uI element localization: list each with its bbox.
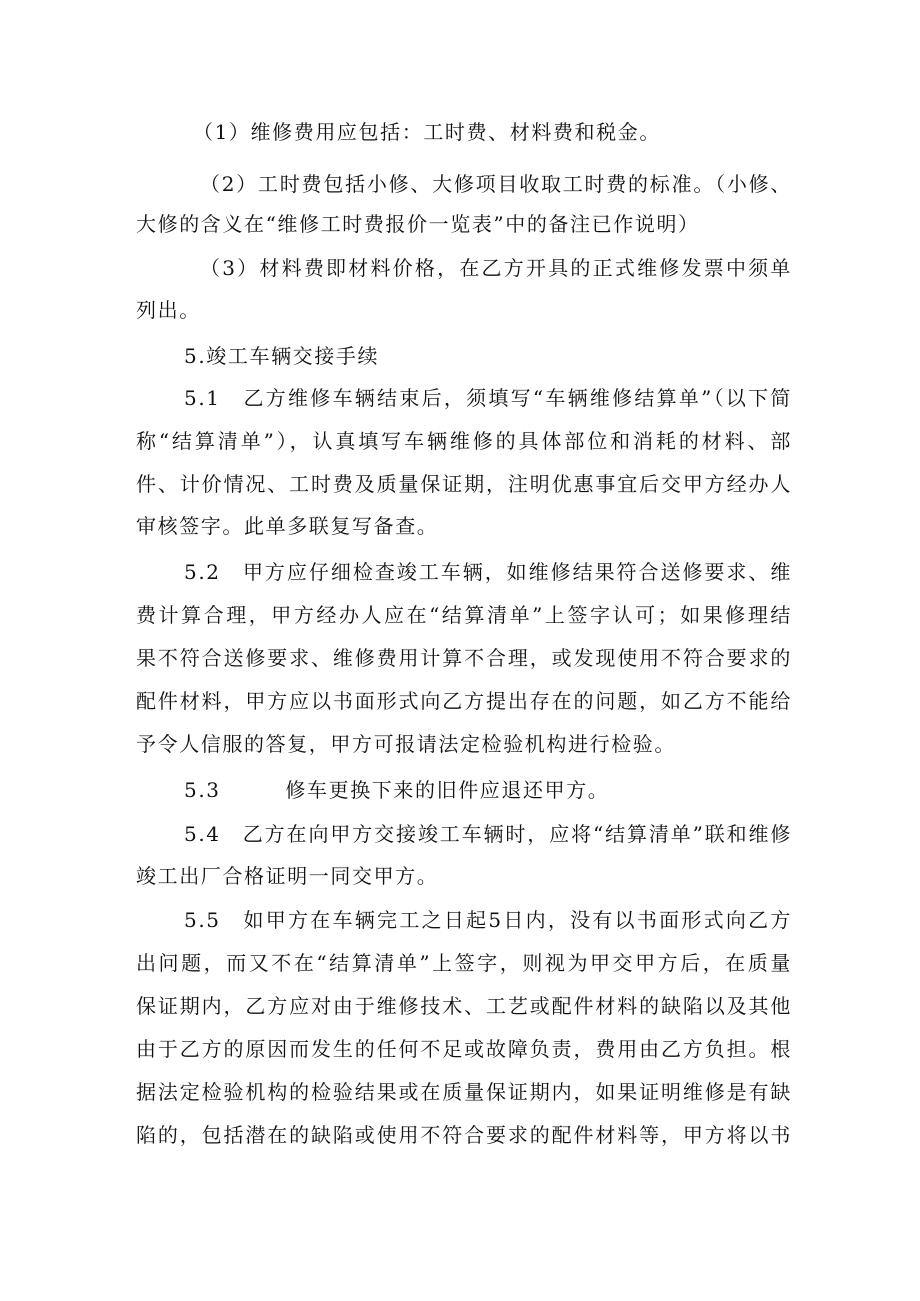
section-5-5-line-4: 由于乙方的原因而发生的任何不足或故障负责，费用由乙方负担。根	[136, 1037, 792, 1061]
section-5-4-line-2: 竣工出厂合格证明一同交甲方。	[136, 864, 439, 888]
section-5-5-line-3: 保证期内，乙方应对由于维修技术、工艺或配件材料的缺陷以及其他	[136, 994, 792, 1018]
section-5-1-line-2: 称“结算清单”），认真填写车辆维修的具体部位和消耗的材料、部	[136, 429, 792, 453]
paragraph-3-line-1: （3）材料费即材料价格，在乙方开具的正式维修发票中须单	[200, 256, 792, 280]
section-5-1-line-3: 件、计价情况、工时费及质量保证期，注明优惠事宜后交甲方经办人	[136, 472, 792, 496]
section-5-2-line-3: 果不符合送修要求、维修费用计算不合理，或发现使用不符合要求的	[136, 646, 792, 670]
section-5-2-line-5: 予令人信服的答复，甲方可报请法定检验机构进行检验。	[136, 732, 676, 756]
section-5-5-line-5: 据法定检验机构的检验结果或在质量保证期内，如果证明维修是有缺	[136, 1080, 792, 1104]
paragraph-2-line-2: 大修的含义在“维修工时费报价一览表”中的备注已作说明）	[136, 212, 700, 236]
section-5-heading: 5.竣工车辆交接手续	[184, 344, 380, 368]
section-5-1-line-1: 5.1 乙方维修车辆结束后，须填写“车辆维修结算单”（以下简	[184, 386, 792, 410]
section-5-2-line-2: 费计算合理，甲方经办人应在“结算清单”上签字认可；如果修理结	[136, 603, 792, 627]
section-5-4-line-1: 5.4 乙方在向甲方交接竣工车辆时，应将“结算清单”联和维修	[184, 822, 792, 846]
section-5-5-line-2: 出问题，而又不在“结算清单”上签字，则视为甲交甲方后，在质量	[136, 951, 792, 975]
section-5-5-line-6: 陷的，包括潜在的缺陷或使用不符合要求的配件材料等，甲方将以书	[136, 1123, 792, 1147]
section-5-2-line-4: 配件材料，甲方应以书面形式向乙方提出存在的问题，如乙方不能给	[136, 689, 792, 713]
section-5-3-line-1: 5.3 修车更换下来的旧件应退还甲方。	[184, 778, 610, 802]
section-5-5-line-1: 5.5 如甲方在车辆完工之日起5日内，没有以书面形式向乙方	[184, 908, 792, 932]
section-5-1-line-4: 审核签字。此单多联复写备查。	[136, 514, 439, 538]
paragraph-2-line-1: （2）工时费包括小修、大修项目收取工时费的标准。（小修、	[200, 172, 792, 196]
paragraph-3-line-2: 列出。	[136, 298, 201, 322]
paragraph-1-line-1: （1）维修费用应包括：工时费、材料费和税金。	[193, 120, 661, 144]
section-5-2-line-1: 5.2 甲方应仔细检查竣工车辆，如维修结果符合送修要求、维	[184, 560, 792, 584]
